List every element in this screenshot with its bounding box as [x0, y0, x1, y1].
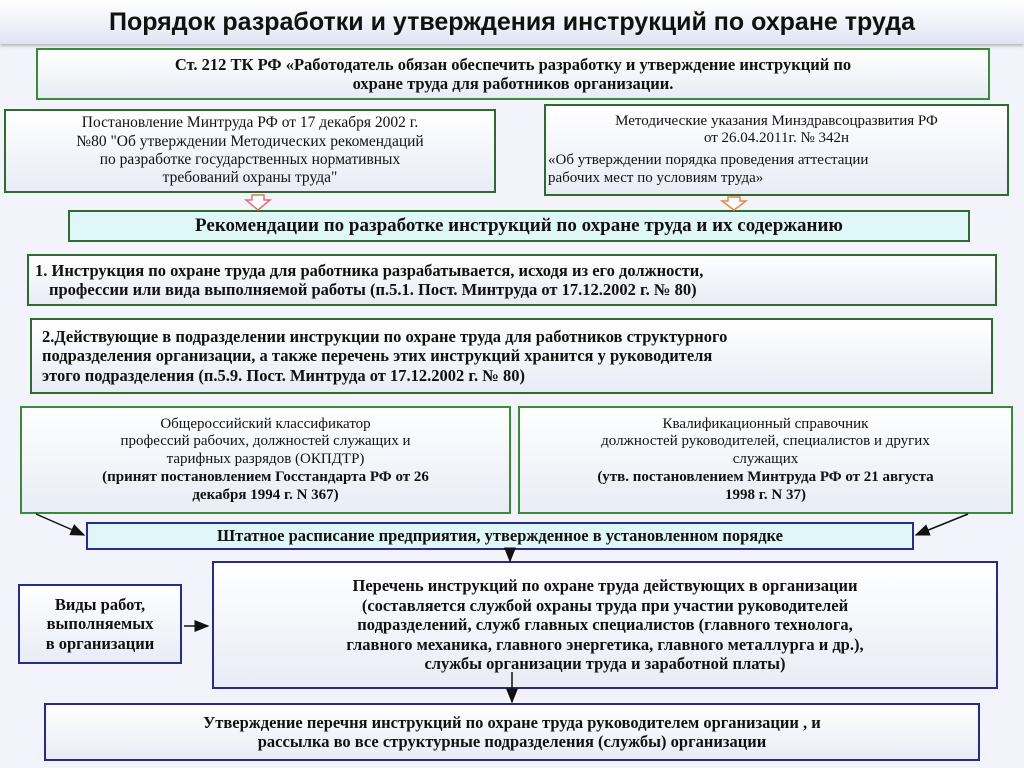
- arrow-okpdtr-to-staffing: [36, 514, 84, 535]
- okpdtr-line: тарифных разрядов (ОКПДТР): [166, 451, 365, 468]
- down-arrow-right-icon: [722, 197, 746, 210]
- list-line: главного механика, главного энергетика, главного металлурга и др.),: [346, 634, 864, 654]
- article-212-box: [36, 48, 990, 100]
- instructions-list-box: [212, 561, 998, 689]
- handbook-line: 1998 г. N 37): [725, 486, 806, 503]
- handbook-line: должностей руководителей, специалистов и других: [601, 433, 930, 450]
- recommendations-header: [68, 210, 970, 242]
- recommendation-item-2: [30, 318, 993, 394]
- article-line-2: охране труда для работников организации.: [352, 74, 674, 93]
- down-arrow-left-icon: [246, 195, 270, 210]
- arrow-handbook-to-staffing: [916, 514, 968, 535]
- handbook-line: Квалификационный справочник: [662, 415, 869, 432]
- item1-line: профессии или вида выполняемой работы (п.5.1. Пост. Минтруда от 17.12.2002 г. № 80): [49, 280, 697, 299]
- recommendation-item-1: [27, 254, 997, 306]
- approval-box: [44, 703, 980, 761]
- handbook-line: (утв. постановлением Минтруда РФ от 21 августа: [597, 468, 934, 485]
- decree-box: [4, 109, 496, 193]
- approval-line: рассылка во все структурные подразделения (службы) организации: [257, 732, 767, 751]
- okpdtr-line: профессий рабочих, должностей служащих и: [120, 433, 411, 450]
- decree-line: по разработке государственных нормативных: [99, 151, 401, 168]
- okpdtr-line: Общероссийский классификатор: [160, 415, 371, 432]
- staffing-box: [86, 522, 914, 550]
- handbook-line: служащих: [732, 451, 799, 468]
- decree-line: требований охраны труда": [162, 169, 338, 187]
- okpdtr-line: (принят постановлением Госстандарта РФ от 26: [102, 468, 429, 485]
- item2-line: этого подразделения (п.5.9. Пост. Минтруда от 17.12.2002 г. № 80): [42, 365, 525, 385]
- staffing-label: Штатное расписание предприятия, утвержденное в установленном порядке: [217, 526, 783, 546]
- item2-line: 2.Действующие в подразделении инструкции по охране труда для работников структурного: [42, 326, 728, 346]
- list-line: подразделений, служб главных специалистов (главного технолога,: [357, 615, 853, 635]
- guidelines-line: Методические указания Минздравсоцразвития РФ: [615, 112, 938, 129]
- work-types-box: [18, 584, 182, 664]
- recommendations-label: Рекомендации по разработке инструкций по охране труда и их содержанию: [195, 214, 843, 236]
- article-line-1: Ст. 212 ТК РФ «Работодатель обязан обеспечить разработку и утверждение инструкций по: [174, 54, 852, 74]
- work-types-line: в организации: [45, 633, 155, 653]
- page-title: Порядок разработки и утверждения инструкций по охране труда: [0, 0, 1024, 44]
- okpdtr-line: декабря 1994 г. N 367): [192, 486, 339, 503]
- approval-line: Утверждение перечня инструкций по охране труда руководителем организации , и: [203, 712, 821, 732]
- list-line: службы организации труда и заработной платы): [424, 654, 786, 674]
- work-types-line: выполняемых: [46, 614, 154, 634]
- okpdtr-box: [20, 406, 511, 514]
- list-line: Перечень инструкций по охране труда действующих в организации: [352, 576, 858, 596]
- guidelines-line: «Об утверждении порядка проведения аттестации: [548, 152, 869, 168]
- decree-line: Постановление Минтруда РФ от 17 декабря 2002 г.: [81, 114, 419, 132]
- work-types-line: Виды работ,: [54, 594, 146, 614]
- guidelines-box: [544, 104, 1009, 196]
- decree-line: №80 "Об утверждении Методических рекомендаций: [76, 132, 424, 150]
- guidelines-line: от 26.04.2011г. № 342н: [703, 130, 850, 147]
- handbook-box: [518, 406, 1013, 514]
- guidelines-line: рабочих мест по условиям труда»: [548, 169, 764, 186]
- item1-line: 1. Инструкция по охране труда для работника разрабатывается, исходя из его должности,: [35, 260, 704, 280]
- list-line: (составляется службой охраны труда при участии руководителей: [361, 595, 849, 615]
- item2-line: подразделения организации, а также перечень этих инструкций хранится у руководителя: [42, 346, 713, 366]
